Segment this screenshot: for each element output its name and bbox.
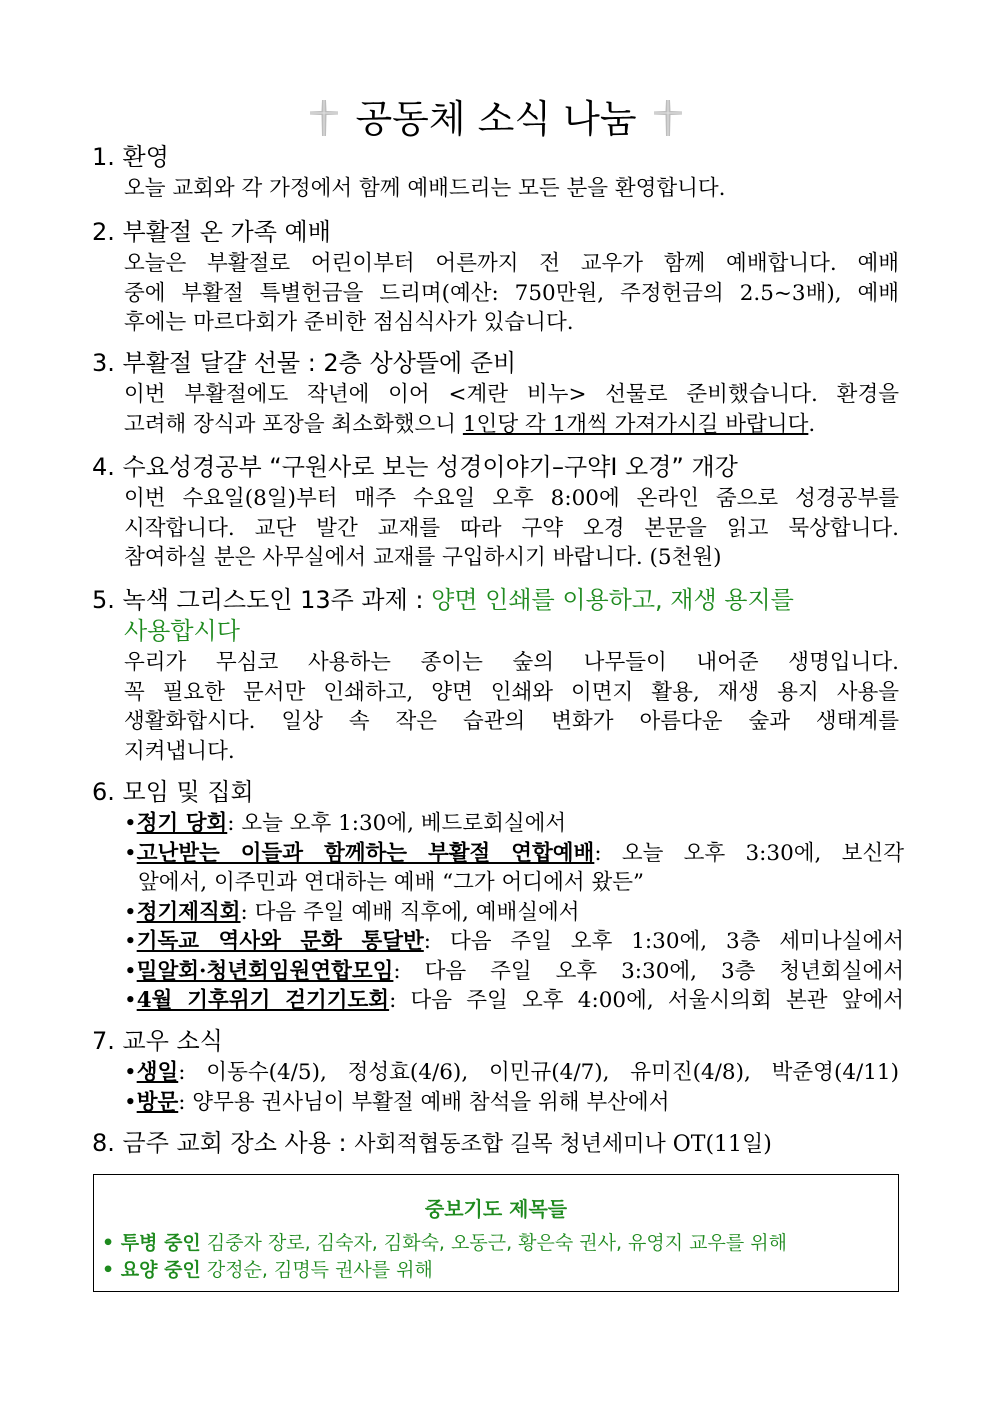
page-title: 공동체 소식 나눔 [355,97,637,141]
list-item: •생일: 이동수(4/5), 정성효(4/6), 이민규(4/7), 유미진(4/8), 박준영(4/11) [124,1060,899,1085]
section-body-green-christian [124,648,899,766]
item-text: : 오늘 오후 3:30에, 보신각 [594,840,904,866]
list-item: •정기 당회: 오늘 오후 1:30에, 베드로회실에서 [124,811,567,836]
prayer-text: 김중자 장로, 김숙자, 김화숙, 오동근, 황은숙 권사, 유영지 교우를 위해 [200,1232,787,1254]
item-name: 생일 [136,1060,179,1085]
prayer-box [93,1174,899,1292]
section-heading-venue-use [92,1126,772,1162]
body-line: 생활화합시다. 일상 속 작은 습관의 변화가 아름다운 숲과 생태계를 [124,709,899,734]
body-line: 꼭 필요한 문서만 인쇄하고, 양면 인쇄와 이면지 활용, 재생 용지 사용을 [124,679,899,705]
section-body-easter-worship [124,249,899,338]
body-line: 중에 부활절 특별헌금을 드리며(예산: 750만원, 주정헌금의 2.5~3배), 예배 [124,280,899,306]
underlined-text: 1인당 각 1개씩 가져가시길 바랍니다 [462,411,809,437]
prayer-list [102,1230,898,1284]
item-name: 기독교 역사와 문화 통달반 [136,929,424,954]
section-heading-welcome: 1. 환영 [92,143,169,171]
prayer-row [102,1257,898,1284]
member-news-list [124,1058,899,1117]
body-line: 참여하실 분은 사무실에서 교재를 구입하시기 바랍니다. (5천원) [124,545,722,570]
body-line [124,410,899,440]
item-text: : 다음 주일 오후 1:30에, 3층 세미나실에서 [423,929,904,954]
heading-text: 8. 금주 교회 장소 사용 : [92,1129,355,1157]
section-body-easter-egg [124,380,899,439]
prayer-row [102,1230,898,1257]
item-text: : 이동수(4/5), 정성효(4/6), 이민규(4/7), 유미진(4/8), 박준영(4/11) [178,1060,899,1085]
body-line: 시작합니다. 교단 발간 교재를 따라 구약 오경 본문을 읽고 묵상합니다. [124,515,899,541]
item-name: 정기 당회 [136,811,228,836]
cross-icon [651,98,685,138]
body-line: 지켜냅니다. [124,738,235,764]
body-line: 오늘 교회와 각 가정에서 함께 예배드리는 모든 분을 환영합니다. [124,176,726,201]
prayer-label: • 투병 중인 [102,1232,201,1254]
meetings-list [124,809,904,1016]
heading-text: 5. 녹색 그리스도인 13주 과제 : [92,586,432,614]
section-heading-member-news: 7. 교우 소식 [92,1027,223,1055]
body-line: 우리가 무심코 사용하는 종이는 숲의 나무들이 내어준 생명입니다. [124,650,899,675]
item-text: : 양무용 권사님이 부활절 예배 참석을 위해 부산에서 [178,1089,670,1115]
heading-green-text-continued: 사용합시다 [124,617,240,645]
prayer-label: • 요양 중인 [102,1259,201,1281]
section-body-welcome [124,174,899,204]
item-name: 방문 [136,1089,179,1115]
prayer-box-title: 중보기도 제목들 [424,1197,568,1221]
list-item-continued: 앞에서, 이주민과 연대하는 예배 “그가 어디에서 왔든” [138,870,644,895]
cross-icon [307,98,341,138]
item-text: : 다음 주일 오후 4:00에, 서울시의회 본관 앞에서 [389,988,905,1013]
item-name: 밀알회·청년회임원연합모임 [136,958,394,984]
item-name: 4월 기후위기 걷기기도회 [136,988,390,1013]
list-item: •기독교 역사와 문화 통달반: 다음 주일 오후 1:30에, 3층 세미나실에서 [124,929,904,954]
venue-use-text: 사회적협동조합 길목 청년세미나 OT(11일) [354,1132,772,1157]
item-text: : 다음 주일 오후 3:30에, 3층 청년회실에서 [393,958,904,984]
body-line: 이번 수요일(8일)부터 매주 수요일 오후 8:00에 온라인 줌으로 성경공부를 [124,486,899,511]
body-text: 고려해 장식과 포장을 최소화했으니 [124,411,463,437]
item-name: 정기제직회 [136,899,241,925]
list-item: •정기제직회: 다음 주일 예배 직후에, 예배실에서 [124,899,580,925]
section-body-bible-study [124,484,899,573]
section-heading-bible-study: 4. 수요성경공부 “구원사로 보는 성경이야기–구약Ⅰ 오경” 개강 [92,453,738,481]
page-title-row [0,88,992,143]
section-heading-meetings: 6. 모임 및 집회 [92,778,254,806]
item-text: : 다음 주일 예배 직후에, 예배실에서 [240,899,580,925]
body-line: 오늘은 부활절로 어린이부터 어른까지 전 교우가 함께 예배합니다. 예배 [124,251,899,276]
prayer-text: 강정순, 김명득 권사를 위해 [200,1259,433,1281]
section-heading-green-christian [92,583,794,617]
heading-green-text: 양면 인쇄를 이용하고, 재생 용지를 [431,586,794,614]
body-line: 후에는 마르다회가 준비한 점심식사가 있습니다. [124,310,574,335]
item-name: 고난받는 이들과 함께하는 부활절 연합예배 [136,840,595,866]
list-item: •4월 기후위기 걷기기도회: 다음 주일 오후 4:00에, 서울시의회 본관 앞에서 [124,988,905,1013]
body-text: . [808,411,816,437]
list-item: •밀알회·청년회임원연합모임: 다음 주일 오후 3:30에, 3층 청년회실에서 [124,958,904,984]
list-item: •방문: 양무용 권사님이 부활절 예배 참석을 위해 부산에서 [124,1089,670,1115]
section-heading-easter-worship: 2. 부활절 온 가족 예배 [92,218,331,246]
list-item: •고난받는 이들과 함께하는 부활절 연합예배: 오늘 오후 3:30에, 보신각 [124,840,904,866]
item-text: : 오늘 오후 1:30에, 베드로회실에서 [227,811,567,836]
body-line: 이번 부활절에도 작년에 이어 <계란 비누> 선물로 준비했습니다. 환경을 [124,382,899,407]
section-heading-easter-egg: 3. 부활절 달걀 선물 : 2층 상상뜰에 준비 [92,349,517,377]
